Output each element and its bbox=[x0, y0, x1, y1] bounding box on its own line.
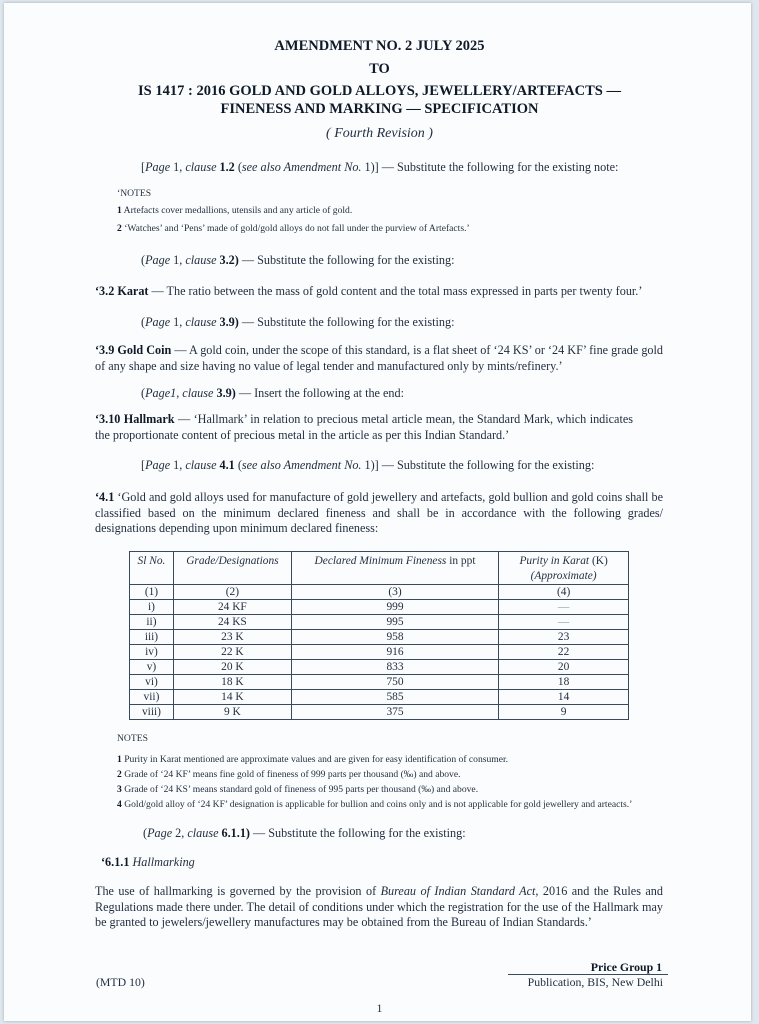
revision-label: ( Fourth Revision ) bbox=[326, 126, 433, 141]
note-item: 4 Gold/gold alloy of ‘24 KF’ designation is applicable for bullion and coins only and is not applicable for gold jewellery and arteacts.’ bbox=[117, 799, 633, 810]
table-row: iv) 22 K 916 22 bbox=[130, 645, 629, 660]
clause-3-10-hallmark: ‘3.10 Hallmark — ‘Hallmark’ in relation to precious metal article mean, the Standard Mark, which indicates the proportionate content of precious metal in the article as per this Indian Standard.’ bbox=[95, 412, 634, 442]
amendment-instruction-3: (Page 1, clause 3.9) — Substitute the following for the existing: bbox=[141, 315, 455, 329]
table-row: iii) 23 K 958 23 bbox=[130, 630, 629, 645]
table-row: v) 20 K 833 20 bbox=[130, 660, 629, 675]
amendment-instruction-2: (Page 1, clause 3.2) — Substitute the following for the existing: bbox=[141, 253, 455, 267]
amendment-instruction-4: (Page1, clause 3.9) — Insert the following at the end: bbox=[141, 386, 404, 400]
amendment-instruction-6: (Page 2, clause 6.1.1) — Substitute the following for the existing: bbox=[143, 826, 466, 840]
amendment-instruction-5: [Page 1, clause 4.1 (see also Amendment No. 1)] — Substitute the following for the existing: bbox=[141, 458, 595, 472]
clause-4-1: ‘4.1 ‘Gold and gold alloys used for manufacture of gold jewellery and artefacts, gold bullion and gold coins shall be classified based on the minimum declared fineness and shall be in accordance with the following grades/ designations depending upon minimum declared fineness: bbox=[95, 490, 663, 535]
publisher: Publication, BIS, New Delhi bbox=[527, 975, 663, 989]
table-notes-title: NOTES bbox=[117, 733, 148, 744]
table-row: i) 24 KF 999 — bbox=[130, 600, 629, 615]
header-fineness: Declared Minimum Fineness in ppt bbox=[291, 552, 498, 585]
note-item: 3 Grade of ‘24 KS’ means standard gold of fineness of 995 parts per thousand (‰) and above. bbox=[117, 784, 479, 795]
table-index-row: (1) (2) (3) (4) bbox=[130, 585, 629, 600]
clause-3-9-gold-coin: ‘3.9 Gold Coin — A gold coin, under the scope of this standard, is a flat sheet of ‘24 KS’ or ‘24 KF’ fine grade gold of any shape and size having no value of legal tender and manufactured only by mints/refinery.’ bbox=[95, 343, 663, 373]
table-row: vii) 14 K 585 14 bbox=[130, 690, 629, 705]
standard-title-line2: FINENESS AND MARKING — SPECIFICATION bbox=[220, 101, 539, 117]
table-row: viii) 9 K 375 9 bbox=[130, 705, 629, 720]
clause-3-2-karat: ‘3.2 Karat — The ratio between the mass of gold content and the total mass expressed in parts per twenty four.’ bbox=[95, 284, 643, 298]
amendment-to: TO bbox=[369, 61, 390, 77]
note-item: 2 ‘Watches’ and ‘Pens’ made of gold/gold alloys do not fall under the purview of Artefacts.’ bbox=[117, 223, 470, 234]
committee-code: (MTD 10) bbox=[96, 975, 145, 989]
header-grade: Grade/Designations bbox=[173, 552, 291, 585]
note-item: 1 Artefacts cover medallions, utensils and any article of gold. bbox=[117, 205, 353, 216]
table-row: ii) 24 KS 995 — bbox=[130, 615, 629, 630]
notes-title: ‘NOTES bbox=[117, 188, 152, 199]
hallmarking-paragraph: The use of hallmarking is governed by the provision of Bureau of Indian Standard Act, 2016 and the Rules and Regulations made there under. The detail of conditions under which the registration for the use of the Hallmark may be granted to jewelers/jewellery manufactures may be obtained from the Bureau of Indian Standards.’ bbox=[95, 884, 663, 929]
grades-table bbox=[129, 551, 629, 720]
note-item: 2 Grade of ‘24 KF’ means fine gold of fineness of 999 parts per thousand (‰) and above. bbox=[117, 769, 461, 780]
page-number: 1 bbox=[376, 1001, 383, 1015]
standard-title-line1: IS 1417 : 2016 GOLD AND GOLD ALLOYS, JEWELLERY/ARTEFACTS — bbox=[138, 83, 621, 99]
header-purity: Purity in Karat (K) (Approximate) bbox=[499, 552, 629, 585]
note-item: 1 Purity in Karat mentioned are approximate values and are given for easy identification of consumer. bbox=[117, 754, 509, 765]
table-header-row bbox=[130, 552, 629, 585]
amendment-instruction-1: [Page 1, clause 1.2 (see also Amendment No. 1)] — Substitute the following for the existing note: bbox=[141, 160, 619, 174]
table-row: vi) 18 K 750 18 bbox=[130, 675, 629, 690]
amendment-title: AMENDMENT NO. 2 JULY 2025 bbox=[274, 38, 485, 54]
header-sl-no: Sl No. bbox=[130, 552, 174, 585]
price-group: Price Group 1 bbox=[590, 960, 662, 974]
clause-6-1-1-heading: ‘6.1.1 Hallmarking bbox=[101, 855, 195, 869]
